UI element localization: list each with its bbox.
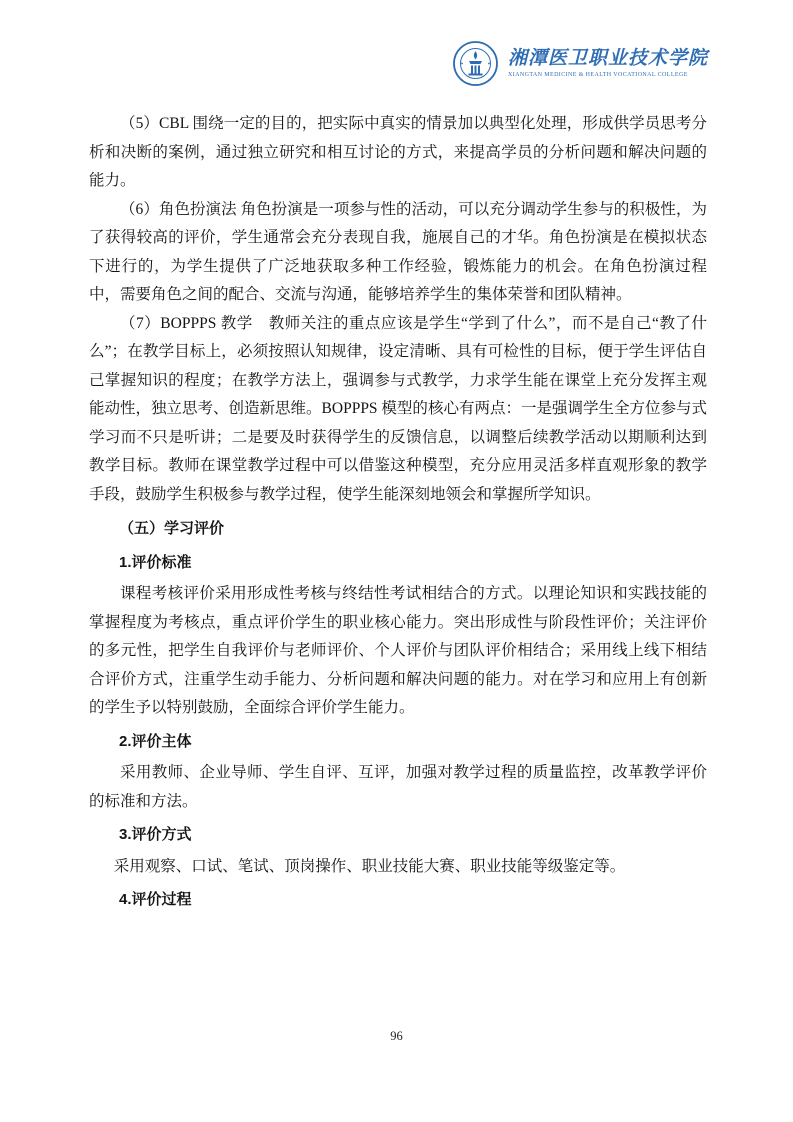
document-body bbox=[89, 110, 707, 918]
paragraph: 采用观察、口试、笔试、顶岗操作、职业技能大赛、职业技能等级鉴定等。 bbox=[113, 857, 626, 875]
paragraph: （5）CBL 围绕一定的目的，把实际中真实的情景加以典型化处理，形成供学员思考分析和决断的案例，通过独立研究和相互讨论的方式，来提高学员的分析问题和解决问题的能力。 bbox=[89, 115, 707, 189]
section-heading: 4.评价过程 bbox=[119, 891, 192, 908]
section-heading: （五）学习评价 bbox=[119, 520, 225, 537]
brand-text bbox=[508, 49, 708, 78]
college-name: 湘潭医卫职业技术学院 bbox=[507, 47, 708, 69]
section-heading: 1.评价标准 bbox=[119, 553, 192, 571]
section-heading: 2.评价主体 bbox=[119, 732, 192, 750]
college-emblem-icon bbox=[452, 40, 499, 87]
college-name-english: XIANGTAN MEDICINE & HEALTH VOCATIONAL COLLEGE bbox=[507, 71, 688, 78]
paragraph: （6）角色扮演法 角色扮演是一项参与性的活动，可以充分调动学生参与的积极性，为了获得较高的评价，学生通常会充分表现自我，施展自己的才华。角色扮演是在模拟状态下进行的，为学生提供了广泛地获取多种工作经验，锻炼能力的机会。在角色扮演过程中，需要角色之间的配合、交流与沟通，能够培养学生的集体荣誉和团队精神。 bbox=[89, 200, 707, 303]
paragraph: 课程考核评价采用形成性考核与终结性考试相结合的方式。以理论知识和实践技能的掌握程度为考核点，重点评价学生的职业核心能力。突出形成性与阶段性评价；关注评价的多元性，把学生自我评价与老师评价、个人评价与团队评价相结合；采用线上线下相结合评价方式，注重学生动手能力、分析问题和解决问题的能力。对在学习和应用上有创新的学生予以特别鼓励，全面综合评价学生能力。 bbox=[89, 585, 707, 716]
paragraph: （7）BOPPPS 教学 教师关注的重点应该是学生“学到了什么”，而不是自己“教了什么”；在教学目标上，必须按照认知规律，设定清晰、具有可检性的目标，便于学生评估自己掌握知识的程度；在教学方法上，强调参与式教学，力求学生能在课堂上充分发挥主观能动性，独立思考、创造新思维。BOPPPS 模型的核心有两点：一是强调学生全方位参与式学习而不只是听讲；二是要及时获得学生的反馈信息，以调整后续教学活动以期顺利达到教学目标。教师在课堂教学过程中可以借鉴这种模型，充分应用灵活多样直观形象的教学手段，鼓励学生积极参与教学过程，使学生能深刻地领会和掌握所学知识。 bbox=[89, 314, 707, 503]
page-footer bbox=[0, 1029, 793, 1044]
page-header bbox=[452, 40, 708, 87]
paragraph: 采用教师、企业导师、学生自评、互评，加强对教学过程的质量监控，改革教学评价的标准和方法。 bbox=[89, 764, 707, 810]
page-number: 96 bbox=[390, 1029, 403, 1043]
section-heading: 3.评价方式 bbox=[119, 826, 192, 843]
